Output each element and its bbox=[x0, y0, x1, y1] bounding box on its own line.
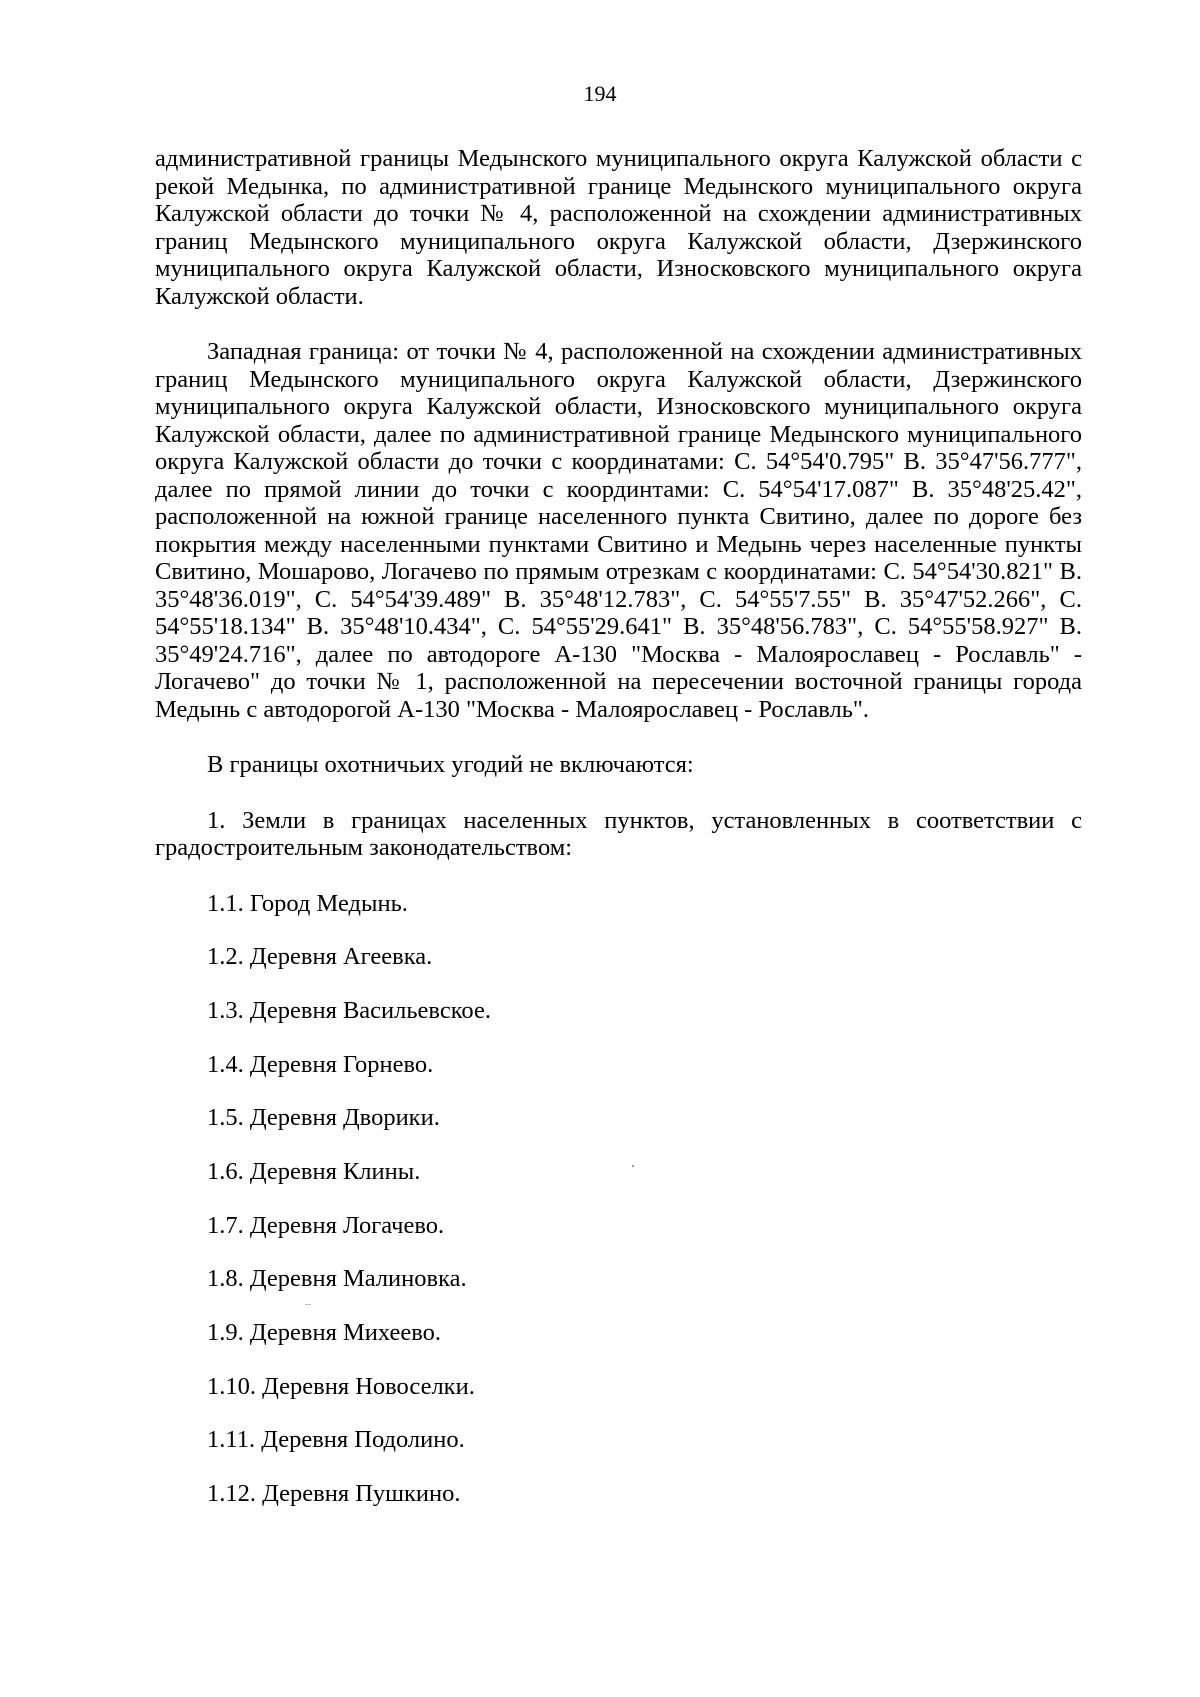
document-body bbox=[155, 145, 1082, 1534]
list-item: 1.10. Деревня Новоселки. bbox=[207, 1372, 475, 1400]
list-item: 1.3. Деревня Васильевское. bbox=[207, 996, 491, 1024]
scan-speck bbox=[305, 1304, 311, 1305]
paragraph-boundary-continuation: административной границы Медынского муниципального округа Калужской области с рекой Медынка, по административной границе Медынского муниципального округа Калужской области до точки № 4, расположенной на схождении административных границ Медынского муниципального округа Калужской области, Дзержинского муниципального округа Калужской области, Износковского муниципального округа Калужской области. bbox=[155, 145, 1082, 310]
list-item: 1.7. Деревня Логачево. bbox=[207, 1211, 445, 1239]
list-item: 1.12. Деревня Пушкино. bbox=[207, 1480, 461, 1508]
scan-speck bbox=[632, 1165, 634, 1167]
list-item: 1.2. Деревня Агеевка. bbox=[207, 943, 433, 971]
list-item: 1.9. Деревня Михеево. bbox=[207, 1319, 442, 1346]
list-item: 1.6. Деревня Клины. bbox=[207, 1157, 421, 1185]
paragraph-western-boundary: Западная граница: от точки № 4, расположенной на схождении административных границ Медынского муниципального округа Калужской области, Дзержинского муниципального округа Калужской области, Износковского муниципального округа Калужской области, далее по административной границе Медынского муниципального округа Калужской области до точки с координатами: С. 54°54'0.795" В. 35°47'56.777", далее по прямой линии до точки с координтами: С. 54°54'17.087" В. 35°48'25.42", расположенной на южной границе населенного пункта Свитино, далее по дороге без покрытия между населенными пунктами Свитино и Медынь через населенные пункты Свитино, Мошарово, Логачево по прямым отрезкам с координатами: С. 54°54'30.821" В. 35°48'36.019", С. 54°54'39.489" В. 35°48'12.783", С. 54°55'7.55" В. 35°47'52.266", С. 54°55'18.134" В. 35°48'10.434", С. 54°55'29.641" В. 35°48'56.783", С. 54°55'58.927" В. 35°49'24.716", далее по автодороге А-130 "Москва - Малоярославец - Рославль" - Логачево" до точки № 1, расположенной на пересечении восточной границы города Медынь с автодорогой А-130 "Москва - Малоярославец - Рославль". bbox=[155, 338, 1082, 723]
list-item: 1.11. Деревня Подолино. bbox=[207, 1426, 465, 1454]
list-item: 1.5. Деревня Дворики. bbox=[207, 1104, 440, 1132]
list-item: 1.8. Деревня Малиновка. bbox=[207, 1265, 467, 1293]
paragraph-exclusion-item-1: 1. Земли в границах населенных пунктов, установленных в соответствии с градостроительным законодательством: bbox=[155, 806, 1082, 861]
settlements-list bbox=[155, 890, 1082, 1508]
paragraph-exclusions-heading: В границы охотничьих угодий не включаются: bbox=[207, 751, 694, 778]
page-number: 194 bbox=[583, 81, 617, 106]
list-item: 1.4. Деревня Горнево. bbox=[207, 1050, 434, 1078]
list-item: 1.1. Город Медынь. bbox=[207, 889, 408, 917]
